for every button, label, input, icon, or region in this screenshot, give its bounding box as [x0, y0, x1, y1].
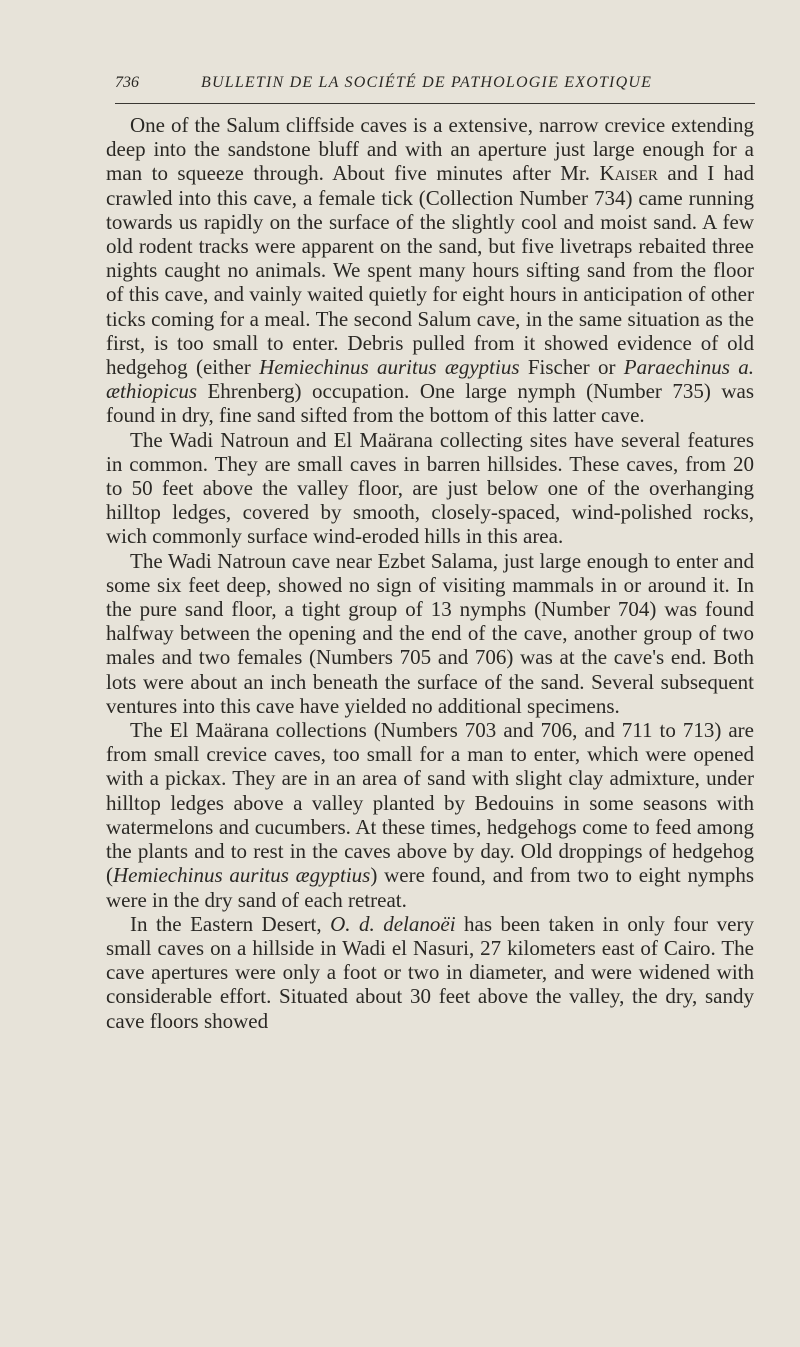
text-run: In the Eastern Desert,: [130, 911, 331, 936]
paragraph-eastern-desert: [106, 912, 754, 1033]
species-name: Paraechinus a. æthiopicus: [106, 355, 754, 404]
author-name-kaiser: Kaiser: [599, 161, 658, 186]
text-run: The Wadi Natroun cave near Ezbet Salama, just large enough to enter and some six feet deep, showed no sign of visiting mammals in or around it. In the pure sand floor, a tight group of 13 nymphs (Number 704) was found halfway between the opening and the end of the cave, another group of two males and two females (Numbers 705 and 706) was at the cave's end. Both lots were about an inch beneath the surface of the sand. Several subsequent ventures into this cave have yielded no additional specimens.: [106, 548, 754, 718]
paragraph-wadi-natroun: [106, 549, 754, 718]
running-title: BULLETIN DE LA SOCIÉTÉ DE PATHOLOGIE EXOTIQUE: [201, 74, 653, 91]
header-rule: [115, 103, 755, 104]
species-name: Hemiechinus auritus ægyptius: [113, 863, 371, 888]
text-run: has been taken in only four very small caves on a hillside in Wadi el Nasuri, 27 kilometers east of Cairo. The cave apertures were only a foot or two in diameter, and were widened with considerable effort. Situated about 30 feet above the valley, the dry, sandy cave floors showed: [106, 911, 754, 1033]
text-run: One of the Salum cliffside caves is a extensive, narrow crevice extending deep into the sandstone bluff and with an aperture just large enough for a man to squeeze through. About five minutes after Mr.: [106, 113, 754, 186]
text-run: ) were found, and from two to eight nymphs were in the dry sand of each retreat.: [106, 863, 754, 912]
species-name: O. d. delanoëi: [330, 911, 456, 936]
text-run: Ehrenberg) occupation. One large nymph (Number 735) was found in dry, fine sand sifted from the bottom of this latter cave.: [106, 379, 754, 428]
body-text: [106, 113, 754, 1033]
species-name: Hemiechinus auritus ægyptius: [259, 355, 520, 380]
paragraph-collecting-sites: [106, 428, 754, 549]
text-run: and I had crawled into this cave, a female tick (Collection Number 734) came running towards us rapidly on the surface of the slightly cool and moist sand. A few old rodent tracks were apparent on the sand, but five livetraps rebaited three nights caught no animals. We spent many hours sifting sand from the floor of this cave, and vainly waited quietly for eight hours in anticipation of other ticks coming for a meal. The second Salum cave, in the same situation as the first, is too small to enter. Debris pulled from it showed evidence of old hedgehog (either: [106, 161, 754, 380]
page-header: [115, 70, 755, 100]
page-number: 736: [115, 74, 139, 91]
paragraph-salum-caves: [106, 113, 754, 428]
paragraph-el-maarana: [106, 718, 754, 912]
text-run: Fischer or: [519, 355, 624, 380]
text-run: The Wadi Natroun and El Maärana collecting sites have several features in common. They are small caves in barren hillsides. These caves, from 20 to 50 feet above the valley floor, are just below one of the overhanging hilltop ledges, covered by smooth, closely-spaced, wind-polished rocks, wich commonly surface wind-eroded hills in this area.: [106, 427, 754, 549]
text-run: The El Maärana collections (Numbers 703 and 706, and 711 to 713) are from small crevice caves, too small for a man to enter, which were opened with a pickax. They are in an area of sand with slight clay admixture, under hilltop ledges above a valley planted by Bedouins in some seasons with watermelons and cucumbers. At these times, hedgehogs come to feed among the plants and to rest in the caves above by day. Old droppings of hedgehog (: [106, 718, 754, 888]
